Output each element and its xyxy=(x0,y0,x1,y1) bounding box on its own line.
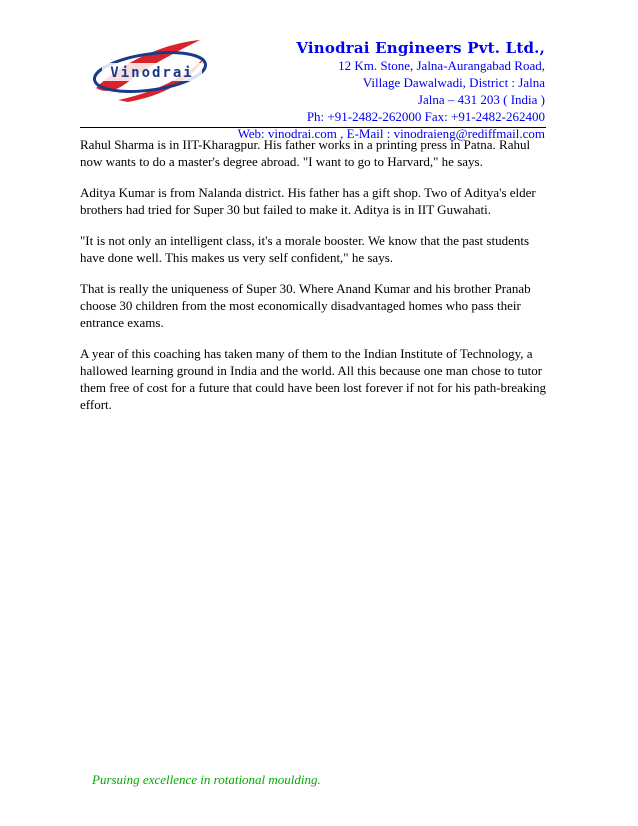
paragraph: "It is not only an intelligent class, it's a morale booster. We know that the past students have done well. This makes us very self confident," he says. xyxy=(80,233,530,265)
address-line-city: Jalna – 431 203 ( India ) xyxy=(417,92,545,107)
contact-phone-fax: Ph: +91-2482-262000 Fax: +91-2482-262400 xyxy=(306,109,545,124)
logo-text: Vinodrai xyxy=(110,65,194,81)
address-line-road: 12 Km. Stone, Jalna-Aurangabad Road, xyxy=(338,58,545,73)
paragraph: A year of this coaching has taken many of them to the Indian Institute of Technology, a hallowed learning ground in India and the world. All this because one man chose to tutor them free of cost for a future that could have been lost forever if not for his path-breaking effort. xyxy=(80,346,547,412)
contact-web-email: Web: vinodrai.com , E-Mail : vinodraieng@rediffmail.com xyxy=(237,126,545,141)
vinodrai-logo-icon xyxy=(88,36,212,106)
header-divider xyxy=(80,127,546,128)
company-logo xyxy=(88,36,212,106)
paragraph: That is really the uniqueness of Super 30. Where Anand Kumar and his brother Pranab choose 30 children from the most economically disadvantaged homes who pass their entrance exams. xyxy=(80,281,531,330)
footer-tagline: Pursuing excellence in rotational moulding. xyxy=(92,772,321,787)
paragraph: Aditya Kumar is from Nalanda district. His father has a gift shop. Two of Aditya's elder brothers had tried for Super 30 but failed to make it. Aditya is in IIT Guwahati. xyxy=(80,185,536,217)
company-name: Vinodrai Engineers Pvt. Ltd., xyxy=(296,39,545,57)
paragraph: Rahul Sharma is in IIT-Kharagpur. His father works in a printing press in Patna. Rahul now wants to do a master's degree abroad. "I want to go to Harvard," he says. xyxy=(80,137,531,169)
letter-body xyxy=(80,136,550,427)
address-line-village: Village Dawalwadi, District : Jalna xyxy=(362,75,545,90)
